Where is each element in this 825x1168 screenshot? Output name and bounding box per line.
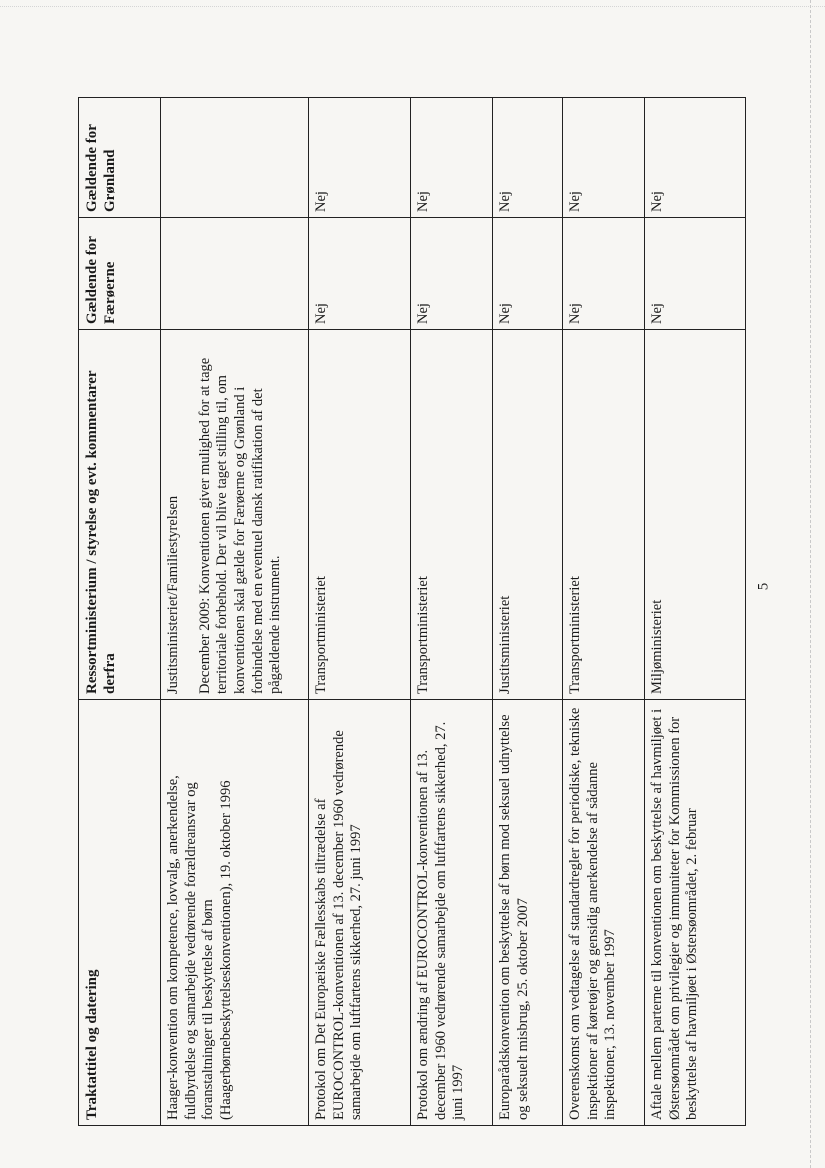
row-ministry: Miljøministeriet <box>645 330 746 700</box>
row-faroe: Nej <box>493 218 563 330</box>
row-faroe: Nej <box>411 218 493 330</box>
row-ministry: Transportministeriet <box>411 330 493 700</box>
row-greenland: Nej <box>309 98 411 218</box>
page-number: 5 <box>755 582 772 591</box>
row-greenland: Nej <box>563 98 645 218</box>
row-ministry: Transportministeriet <box>563 330 645 700</box>
row-faroe <box>161 218 309 330</box>
table-row <box>493 98 563 1126</box>
header-title: Traktattitel og datering <box>79 700 161 1126</box>
row-ministry: Justitsministeriet/Familiestyrelsen <box>165 495 181 694</box>
row-title: Overenskomst om vedtagelse af standardregler for periodiske, tekniske inspektioner af køretøjer og gensidig anerkendelse af sådanne inspektioner, 13. november 1997 <box>563 700 645 1126</box>
row-ministry-cell <box>161 330 309 700</box>
table-header-row <box>79 98 161 1126</box>
header-greenland: Gældende for Grønland <box>79 98 161 218</box>
page-edge-right <box>810 0 811 1168</box>
row-ministry: Justitsministeriet <box>493 330 563 700</box>
row-title: Protokol om Det Europæiske Fællesskabs tiltrædelse af EUROCONTROL-konventionen af 13. december 1960 vedrørende samarbejde om luftfartens sikkerhed, 27. juni 1997 <box>309 700 411 1126</box>
table-row <box>161 98 309 1126</box>
table-row <box>645 98 746 1126</box>
row-comment: December 2009: Konventionen giver mulighed for at tage territoriale forbehold. Der vil blive taget stilling til, om konventionen skal gælde for Færøerne og Grønland i forbindelse med en eventuel dansk ratifikation af det pågældende instrument. <box>196 357 284 694</box>
row-faroe: Nej <box>309 218 411 330</box>
header-faroe: Gældende for Færøerne <box>79 218 161 330</box>
row-greenland: Nej <box>645 98 746 218</box>
row-faroe: Nej <box>563 218 645 330</box>
row-greenland: Nej <box>411 98 493 218</box>
table-row <box>309 98 411 1126</box>
row-title: Europarådskonvention om beskyttelse af børn mod seksuel udnyttelse og seksuelt misbrug, 25. oktober 2007 <box>493 700 563 1126</box>
rotated-table-container <box>78 98 745 1126</box>
table-row <box>563 98 645 1126</box>
row-title: Aftale mellem parterne til konventionen om beskyttelse af havmiljøet i Østersøområdet om privilegier og immuniteter for Kommissionen for beskyttelse af havmiljøet i Østersøområdet, 2. februar <box>645 700 746 1126</box>
header-ministry: Ressortministerium / styrelse og evt. kommentarer derfra <box>79 330 161 700</box>
row-title: Haager-konvention om kompetence, lovvalg, anerkendelse, fuldbyrdelse og samarbejde vedrørende forældreansvar og foranstaltninger til beskyttelse af børn (Haagerbørnebeskyttelseskonventionen), 19. oktober 1996 <box>161 700 309 1126</box>
treaty-table <box>78 97 746 1126</box>
table-row <box>411 98 493 1126</box>
row-title: Protokol om ændring af EUROCONTROL-konventionen af 13. december 1960 vedrørende samarbejde om luftfartens sikkerhed, 27. juni 1997 <box>411 700 493 1126</box>
row-greenland <box>161 98 309 218</box>
row-greenland: Nej <box>493 98 563 218</box>
row-ministry: Transportministeriet <box>309 330 411 700</box>
row-faroe: Nej <box>645 218 746 330</box>
page-edge-top <box>0 6 825 7</box>
